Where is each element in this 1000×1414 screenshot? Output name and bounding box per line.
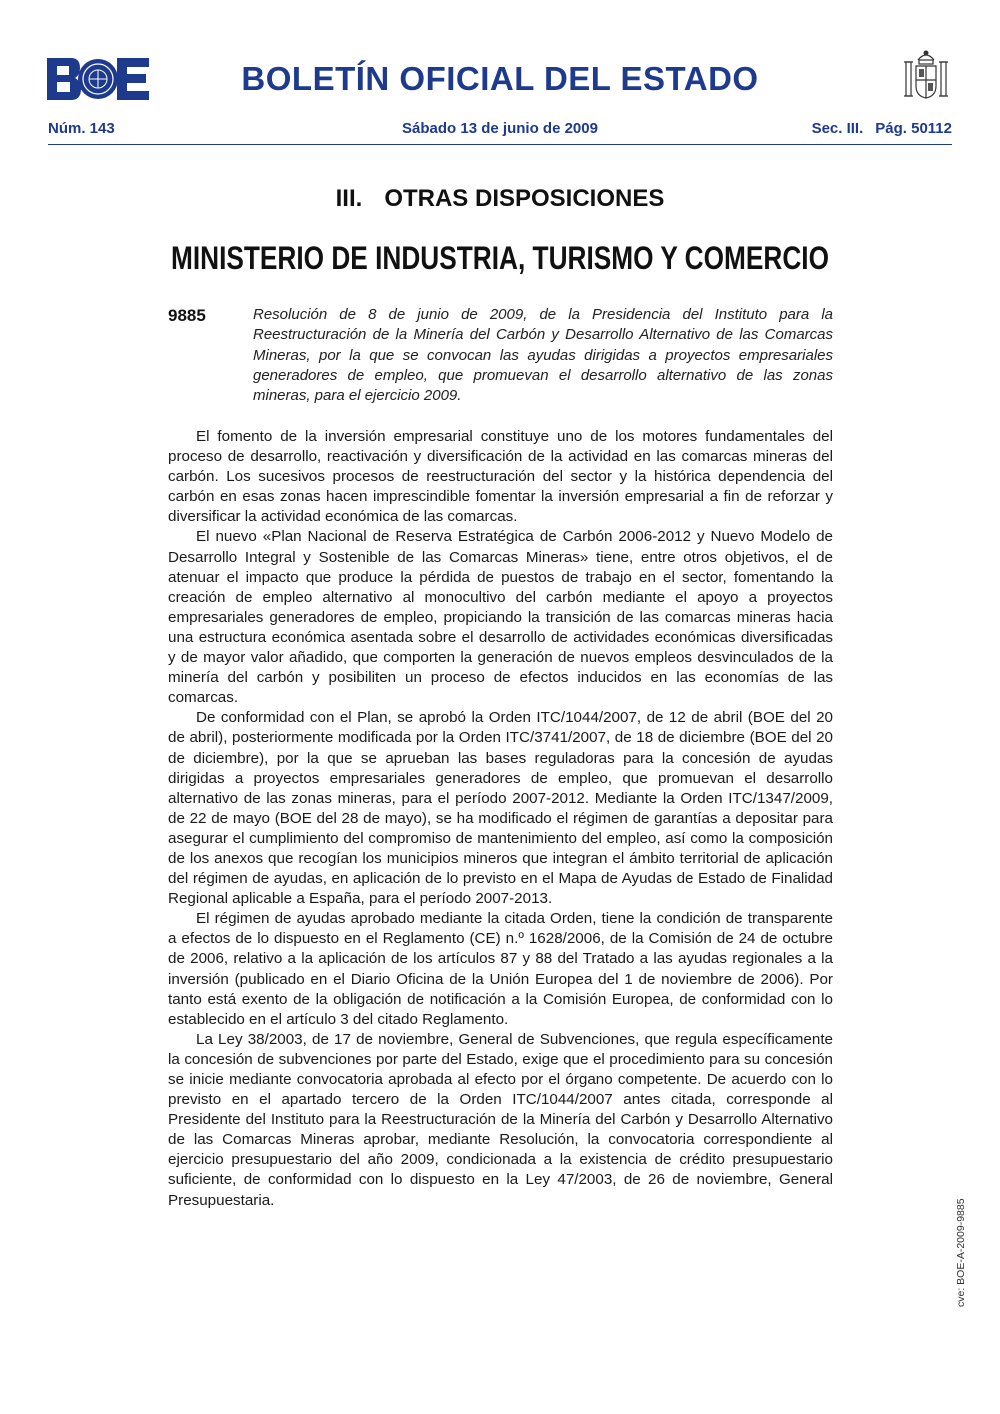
coat-of-arms-icon [900, 46, 952, 104]
issue-number: Núm. 143 [48, 120, 115, 137]
header-divider [48, 144, 952, 145]
cve-identifier: cve: BOE-A-2009-9885 [955, 1198, 967, 1307]
section-page [812, 120, 952, 137]
page-number: Pág. 50112 [875, 120, 952, 137]
section-number: III. [335, 185, 363, 212]
body-paragraph: El fomento de la inversión empresarial constituye uno de los motores fundamentales del proceso de desarrollo, reactivación y diversificación de la actividad en las comarcas mineras del carbón. Los sucesivos procesos de reestructuración del sector y la histórica dependencia del carbón en esas zonas hacen imprescindible fomentar la inversión empresarial a fin de reforzar y diversificar la actividad económica de las comarcas. [168, 428, 833, 526]
section-title: OTRAS DISPOSICIONES [384, 185, 665, 212]
issue-date: Sábado 13 de junio de 2009 [402, 120, 598, 137]
document-body [168, 427, 833, 1211]
body-paragraph: El régimen de ayudas aprobado mediante la citada Orden, tiene la condición de transparente a efectos de lo dispuesto en el Reglamento (CE) n.º 1628/2006, de la Comisión de 24 de octubre de 2006, relativo a la aplicación de los artículos 87 y 88 del Tratado a las ayudas regionales a la inversión (publicado en el Diario Oficina de la Unión Europea del 1 de noviembre de 2006). Por tanto está exento de la obligación de notificación a la Comisión Europea, de conformidad con lo establecido en el artículo 3 del citado Reglamento. [168, 910, 833, 1028]
body-paragraph: La Ley 38/2003, de 17 de noviembre, General de Subvenciones, que regula específicamente la concesión de subvenciones por parte del Estado, exige que el procedimiento para su concesión se inicie mediante convocatoria aprobada al efecto por el órgano competente. De acuerdo con lo previsto en el apartado tercero de la Orden ITC/1044/2007 antes citada, corresponde al Presidente del Instituto para la Reestructuración de la Minería del Carbón y Desarrollo Alternativo de las Comarcas Mineras aprobar, mediante Resolución, la convocatoria correspondiente al ejercicio presupuestario del año 2009, condicionada a la existencia de crédito presupuestario suficiente, de conformidad con lo dispuesto en la Ley 47/2003, de 26 de noviembre, General Presupuestaria. [168, 1030, 833, 1209]
body-paragraph: De conformidad con el Plan, se aprobó la Orden ITC/1044/2007, de 12 de abril (BOE del 20 de abril), posteriormente modificada por la Orden ITC/3741/2007, de 18 de diciembre (BOE del 20 de diciembre), por la que se aprueban las bases reguladoras para la concesión de ayudas dirigidas a proyectos empresariales generadores de empleo, que promuevan el desarrollo alternativo de las zonas mineras, para el período 2007-2012. Mediante la Orden ITC/1347/2009, de 22 de mayo (BOE del 28 de mayo), se ha modificado el régimen de garantías a depositar para asegurar el cumplimiento del compromiso de mantenimiento del empleo, así como la composición de los anexos que recogían los municipios mineros que integran el ámbito territorial de aplicación del régimen de ayudas, en aplicación de lo previsto en el Mapa de Ayudas de Estado de Finalidad Regional aplicable a España, para el período 2007-2013. [168, 709, 833, 908]
document-summary: Resolución de 8 de junio de 2009, de la Presidencia del Instituto para la Reestructuración de la Minería del Carbón y Desarrollo Alternativo de las Comarcas Mineras, por la que se convocan las ayudas dirigidas a proyectos empresariales generadores de empleo, que promuevan el desarrollo alternativo de las zonas mineras, para el ejercicio 2009. [253, 306, 833, 405]
body-paragraph: El nuevo «Plan Nacional de Reserva Estratégica de Carbón 2006-2012 y Nuevo Modelo de Desarrollo Integral y Sostenible de las Comarcas Mineras» tiene, entre otros objetivos, el de atenuar el impacto que produce la pérdida de puestos de trabajo en el sector, fomentando la creación de empleo alternativo al monocultivo del carbón mediante el apoyo a proyectos empresariales generadores de empleo, propiciando la transición de las comarcas mineras hacia una estructura económica asentada sobre el desarrollo de actividades económicas diversificadas y de mayor valor añadido, que comporten la generación de nuevos empleos desvinculados de la minería del carbón y posibiliten un proceso de efectos inducidos en las economías de las comarcas. [168, 528, 833, 707]
section-short: Sec. III. [811, 120, 864, 137]
gazette-title: BOLETÍN OFICIAL DEL ESTADO [241, 60, 759, 97]
document-number: 9885 [168, 306, 206, 325]
section-heading [0, 185, 1000, 213]
ministry-heading: MINISTERIO DE INDUSTRIA, TURISMO Y COMERCIO [171, 240, 829, 276]
